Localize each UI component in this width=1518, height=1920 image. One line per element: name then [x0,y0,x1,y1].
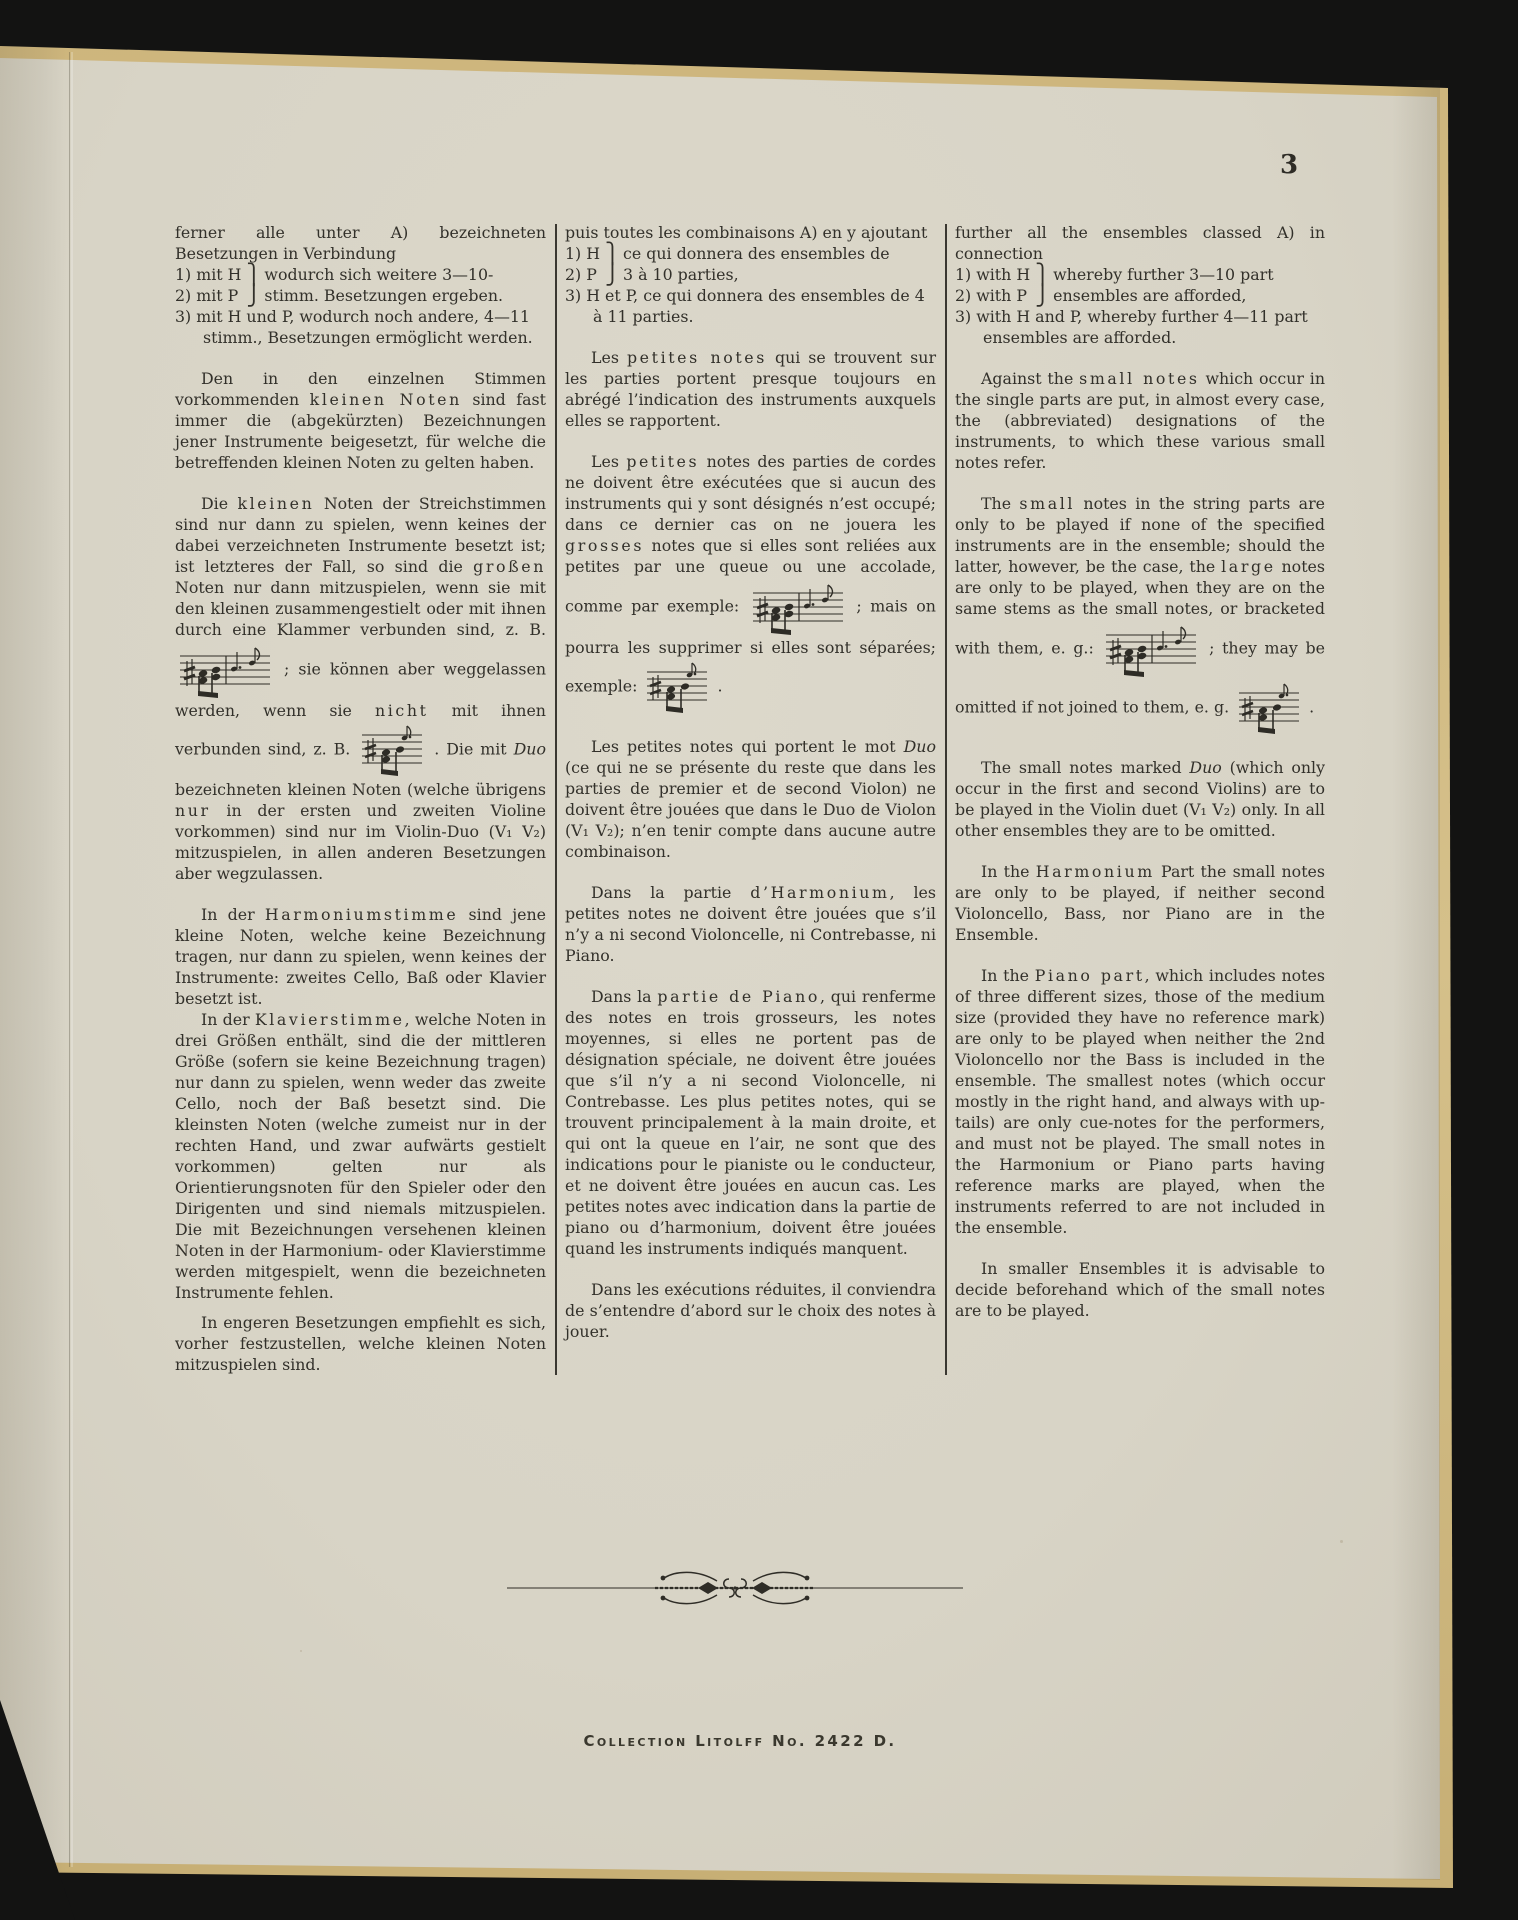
paragraph [955,757,1325,841]
brace-glyph: ⎭ [246,283,262,307]
braced-list [175,264,546,306]
music-example-narrow-icon [645,658,709,716]
text-run: , welche Noten in drei Größen enthält, sind die der mittleren Größe (sofern sie keine Bezeichnung tragen) nur dann zu spielen, wenn weder das zweite Cello, noch der Baß besetzt sind. Die kleinsten Noten (welche zumeist nur in der rechten Hand, und zwar aufwärts gestielt vorkommen) gelten nur als Orientierungsnoten für den Spieler oder den Dirigenten und sind niemals mitzuspielen. Die mit Bezeichnungen versehenen kleinen Noten in der Harmonium- oder Klavierstimme werden mitgespielt, wenn die bezeichneten Instrumente fehlen. [175,1010,546,1302]
music-example-wide-icon [1104,619,1198,679]
text-run: . Die mit [427,739,514,759]
text-run: In the [981,862,1036,881]
text-run: 3) with H and P, whereby further 4—11 part ensembles are afforded. [955,307,1308,347]
text-run: ; they may be omitted if not joined to them, e. g. [955,638,1325,717]
paragraph [565,451,936,716]
list-item-text: ce qui donnera des ensembles de [623,244,890,263]
list-item-label: 2) mit P [175,286,239,305]
text-run: großen [473,557,546,576]
text-run: puis toutes les combinaisons A) en y ajoutant [565,223,928,242]
text-run: . [1304,697,1315,717]
braced-list [565,243,936,285]
text-run: which occur in the single parts are put, in almost every case, the (abbreviated) designations of the instruments, to which these various small notes refer. [955,369,1325,472]
text-run: ferner alle unter A) bezeichneten Besetzungen in Verbindung [175,223,546,263]
text-run: kleinen [237,494,315,513]
music-example-wide-icon [751,577,845,637]
text-run: In der [201,905,265,924]
paper-speck [300,1650,302,1652]
text-run: Part the small notes are only to be played, if neither second Violoncello, Bass, nor Piano are in the Ensemble. [955,862,1325,944]
text-run: partie de Piano [657,987,820,1006]
column-divider [945,224,947,1375]
list-item [175,306,546,348]
text-run: Noten der Streichstimmen sind nur dann zu spielen, wenn keines der dabei verzeichneten Instrumente besetzt ist; ist letzteres der Fall, so sind die [175,494,546,576]
list-item-text: whereby further 3—10 part [1053,265,1274,284]
text-run: petites notes [626,348,767,367]
text-run: Noten nur dann mitzuspielen, wenn sie mit den kleinen zusammengestielt oder mit ihnen durch eine Klammer verbunden sind, z. B. [175,578,546,639]
footer-imprint: Collection Litolff No. 2422 D. [583,1732,897,1750]
paper-speck [1340,1540,1343,1543]
paragraph [955,1258,1325,1321]
paragraph [565,1279,936,1342]
page-fold-crease [69,52,70,1867]
text-run: Die [201,494,238,513]
music-example-narrow-icon [1237,679,1301,737]
column-divider [555,224,557,1375]
paragraph [175,493,546,884]
text-run: petites [626,452,700,471]
text-run: bezeichneten kleinen Noten (welche übrigens [175,780,546,799]
text-run: further all the ensembles classed A) in connection [955,223,1325,263]
text-run: sind fast immer die (abgekürzten) Bezeichnungen jener Instrumente beigesetzt, für welche die betreffenden kleinen Noten zu gelten haben. [175,390,546,472]
text-run: mit ihnen verbunden sind, z. B. [175,701,546,759]
list-item-label: 2) with P [955,286,1027,305]
text-run: qui se trouvent sur les parties portent presque toujours en abrégé l’indication des instruments auxquels elles se rapportent. [565,348,936,430]
text-run: In engeren Besetzungen empfiehlt es sich, vorher festzustellen, welche kleinen Noten mitzuspielen sind. [175,1313,546,1374]
text-run: In the [981,966,1035,985]
text-run: notes in the string parts are only to be played if none of the specified instruments are in the ensemble; should the latter, however, be the case, the [955,494,1325,576]
gutter-shadow [0,46,95,1876]
text-run: Klavierstimme [254,1010,405,1029]
paragraph [565,882,936,966]
text-run: Dans la [591,987,658,1006]
list-item-text: 3 à 10 parties, [623,265,739,284]
brace-glyph: ⎫ [246,262,262,286]
paragraph [175,904,546,1009]
braced-list [955,264,1325,306]
column-german [175,222,546,1375]
text-run: Den in den einzelnen Stimmen vorkommenden [175,369,546,409]
list-item-text: ensembles are afforded, [1053,286,1247,305]
column-french [565,222,936,1375]
text-columns [175,222,1325,1375]
text-run: Duo [1189,758,1222,777]
paragraph [175,222,546,264]
text-run: Les [591,452,627,471]
paragraph [955,368,1325,473]
text-run: d’Harmonium [750,883,890,902]
text-run: ; sie können aber weggelassen werden, wenn sie [175,659,546,720]
list-item-text: wodurch sich weitere 3—10- [264,265,494,284]
column-english [955,222,1325,1375]
text-run: notes are only to be played, when they are on the same stems as the small notes, or bracketed with them, e. g.: [955,557,1325,658]
paragraph [565,986,936,1259]
text-run: , which includes notes of three different sizes, those of the medium size (provided they have no reference mark) are only to be played when neither the 2nd Violoncello nor the Bass is included in the ensemble. The smallest notes (which occur mostly in the right hand, and always with up-tails) are only cue-notes for the performers, and must not be played. The small notes in the Harmonium or Piano parts having reference marks are played, when the instruments referred to are not included in the ensemble. [955,966,1325,1237]
text-run: . [712,676,723,696]
text-run: In smaller Ensembles it is advisable to decide beforehand which of the small notes are to be played. [955,1259,1325,1320]
text-run: ; mais on pourra les supprimer si elles sont séparées; exemple: [565,596,936,696]
list-item-text: stimm. Besetzungen ergeben. [264,286,504,305]
text-run: (ce qui ne se présente du reste que dans les parties de premier et de second Violon) ne doivent être jouées que dans le Duo de Violon (V₁ V₂); n’en tenir compte dans aucune autre combinaison. [565,758,936,861]
text-run: Harmonium [1035,862,1155,881]
brace-glyph: ⎭ [605,262,621,286]
text-run: Les petites notes qui portent le mot [591,737,904,756]
text-run: Harmoniumstimme [264,905,459,924]
list-item [955,306,1325,348]
text-run: Les [591,348,627,367]
paragraph [565,222,936,243]
list-item-label: 1) H [565,244,601,263]
text-run: , qui renferme des notes en trois grosseurs, les notes moyennes, si elles ne portent pas de désignation spéciale, ne doivent être jouées que s’il n’y a ni second Violoncelle, ni Contrebasse. Les plus petites notes, qui se trouvent principalement à la main droite, et qui ont la queue en l’air, ne sont que des indications pour le pianiste ou le conducteur, et ne doivent être jouées en aucun cas. Les petites notes avec indication dans la partie de piano ou d’harmonium, doivent être jouées quand les instruments indiqués manquent. [565,987,936,1258]
paragraph [565,347,936,431]
text-run: grosses [565,536,645,555]
text-run: (which only occur in the first and second Violins) are to be played in the Violin duet (V₁ V₂) only. In all other ensembles they are to be omitted. [955,758,1325,840]
text-run: Duo [903,737,936,756]
brace-glyph: ⎭ [1035,283,1051,307]
text-run: nur [175,801,211,820]
text-run: In der [201,1010,255,1029]
ornament-divider-icon [505,1566,965,1610]
brace-glyph: ⎫ [605,241,621,265]
text-run: small [1019,494,1076,513]
text-run: kleinen Noten [309,390,462,409]
text-run: , les petites notes ne doivent être jouées que s’il n’y a ni second Violoncelle, ni Contrebasse, ni Piano. [565,883,936,965]
text-run: notes des parties de cordes ne doivent être exécutées que si aucun des instruments qui y sont désignés n’est occupé; dans ce dernier cas on ne jouera les [565,452,936,534]
paragraph [175,1009,546,1303]
paragraph [955,861,1325,945]
text-run: The [981,494,1020,513]
paragraph [955,222,1325,264]
text-run: Dans la partie [591,883,751,902]
right-edge-shadow [1392,80,1440,1880]
text-run: 3) H et P, ce qui donnera des ensembles de 4 à 11 parties. [565,286,925,326]
text-run: Dans les exécutions réduites, il conviendra de s’entendre d’abord sur le choix des notes à jouer. [565,1280,936,1341]
page-fold-highlight [71,52,73,1867]
text-run: The small notes marked [981,758,1190,777]
paragraph [175,368,546,473]
brace-glyph: ⎫ [1035,262,1051,286]
paragraph [175,1312,546,1375]
music-example-wide-icon [178,640,272,700]
text-run: Piano part [1034,966,1145,985]
text-run: large [1221,557,1276,576]
text-run: sind jene kleine Noten, welche keine Bezeichnung tragen, nur dann zu spielen, wenn keines der Instrumente: zweites Cello, Baß oder Klavier besetzt ist. [175,905,546,1008]
list-item-label: 1) mit H [175,265,242,284]
music-example-narrow-icon [360,721,424,779]
text-run: in der ersten und zweiten Violine vorkommen) sind nur im Violin-Duo (V₁ V₂) mitzuspielen, in allen anderen Besetzungen aber wegzulassen. [175,801,546,883]
paragraph [955,965,1325,1238]
page-number: 3 [1280,150,1299,180]
paragraph [565,736,936,862]
text-run: 3) mit H und P, wodurch noch andere, 4—11 stimm., Besetzungen ermöglicht werden. [175,307,533,347]
text-run: notes que si elles sont reliées aux petites par une queue ou une accolade, comme par exemple: [565,536,936,616]
list-item-label: 1) with H [955,265,1031,284]
text-run: nicht [374,701,429,720]
text-run: Duo [513,739,546,759]
paragraph [955,493,1325,737]
text-run: small notes [1079,369,1200,388]
list-item [565,285,936,327]
text-run: Against the [981,369,1080,388]
list-item-label: 2) P [565,265,597,284]
